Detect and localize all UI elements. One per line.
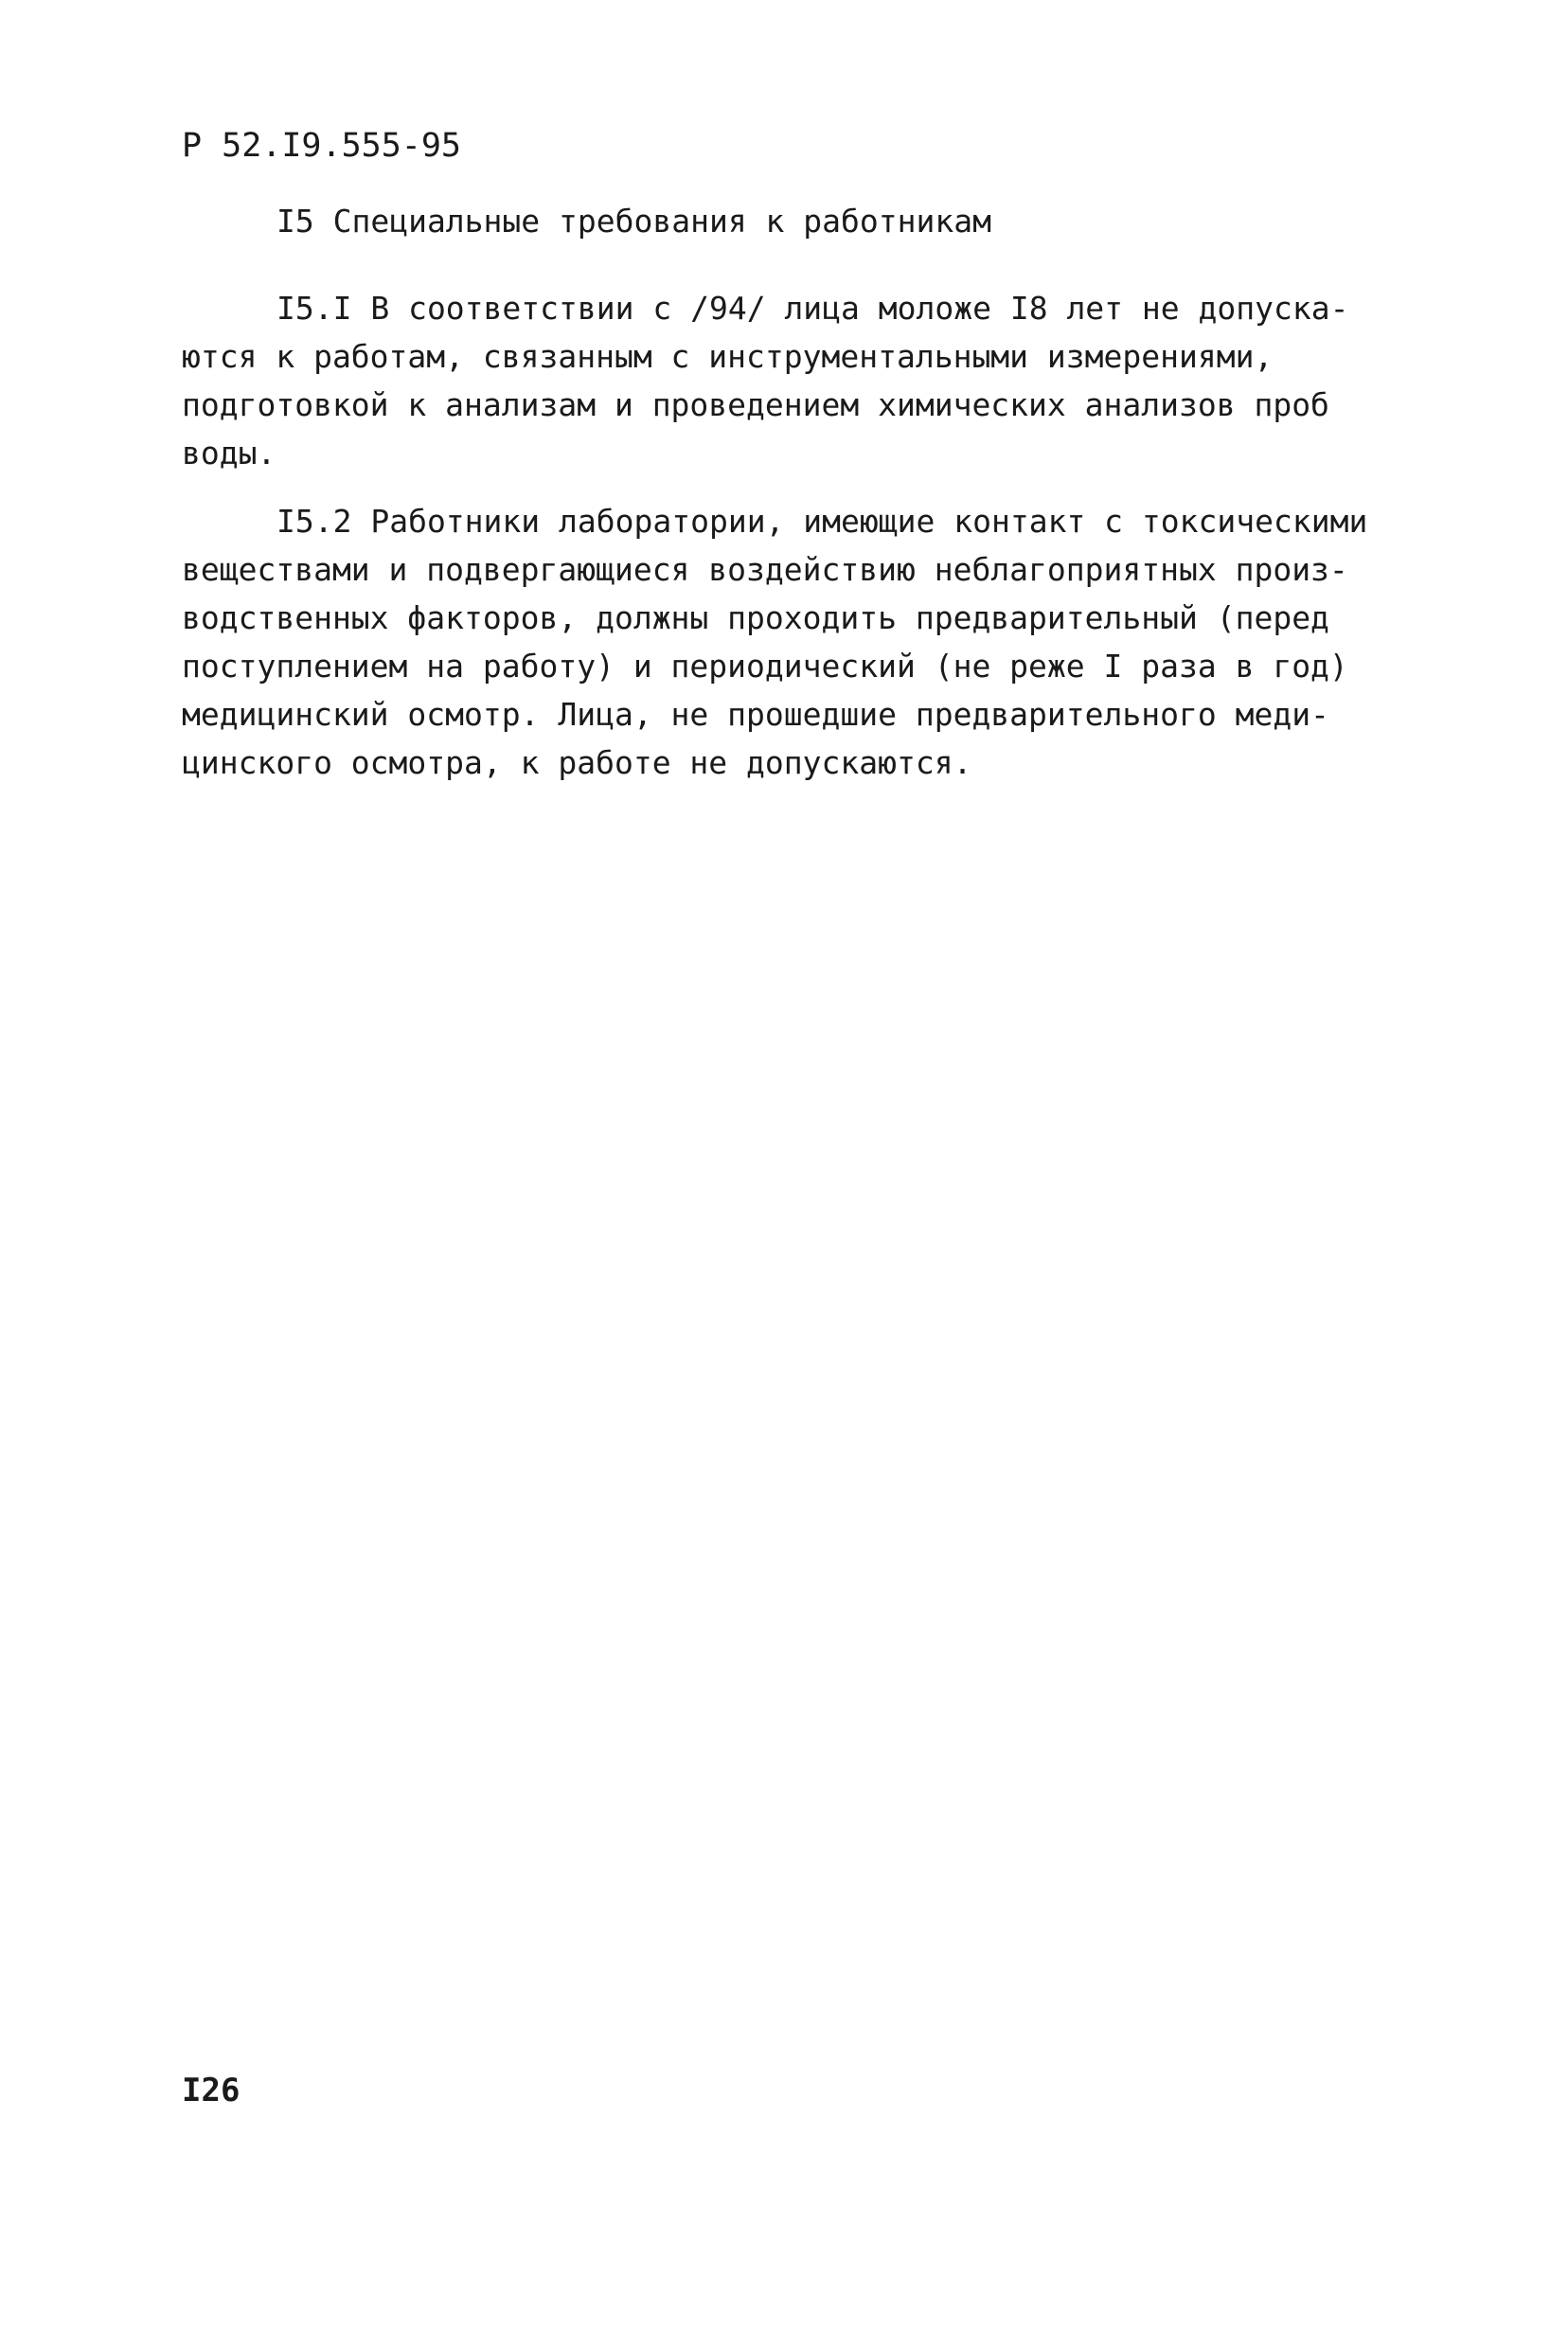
paragraph-line: водственных факторов, должны проходить предварительный (перед bbox=[182, 599, 1329, 636]
paragraph-line: подготовкой к анализам и проведением химических анализов проб bbox=[182, 386, 1329, 423]
paragraph-line: воды. bbox=[182, 435, 276, 472]
document-code: Р 52.I9.555-95 bbox=[182, 127, 462, 165]
paragraph-line: I5.2 Работники лаборатории, имеющие контакт с токсическими bbox=[276, 503, 1368, 540]
section-heading: I5 Специальные требования к работникам bbox=[276, 203, 991, 240]
paragraph-line: ются к работам, связанным с инструментальными измерениями, bbox=[182, 338, 1274, 375]
paragraph-line: веществами и подвергающиеся воздействию неблагоприятных произ- bbox=[182, 551, 1348, 588]
page-number: I26 bbox=[182, 2072, 241, 2109]
paragraph-15-2 bbox=[182, 497, 1413, 787]
paragraph-line: цинского осмотра, к работе не допускаются. bbox=[182, 744, 972, 781]
paragraph-line: поступлением на работу) и периодический (не реже I раза в год) bbox=[182, 648, 1348, 685]
paragraph-line: I5.I В соответствии с /94/ лица моложе I8 лет не допуска- bbox=[276, 290, 1349, 327]
paragraph-15-1 bbox=[182, 284, 1413, 477]
paragraph-line: медицинский осмотр. Лица, не прошедшие предварительного меди- bbox=[182, 696, 1329, 733]
